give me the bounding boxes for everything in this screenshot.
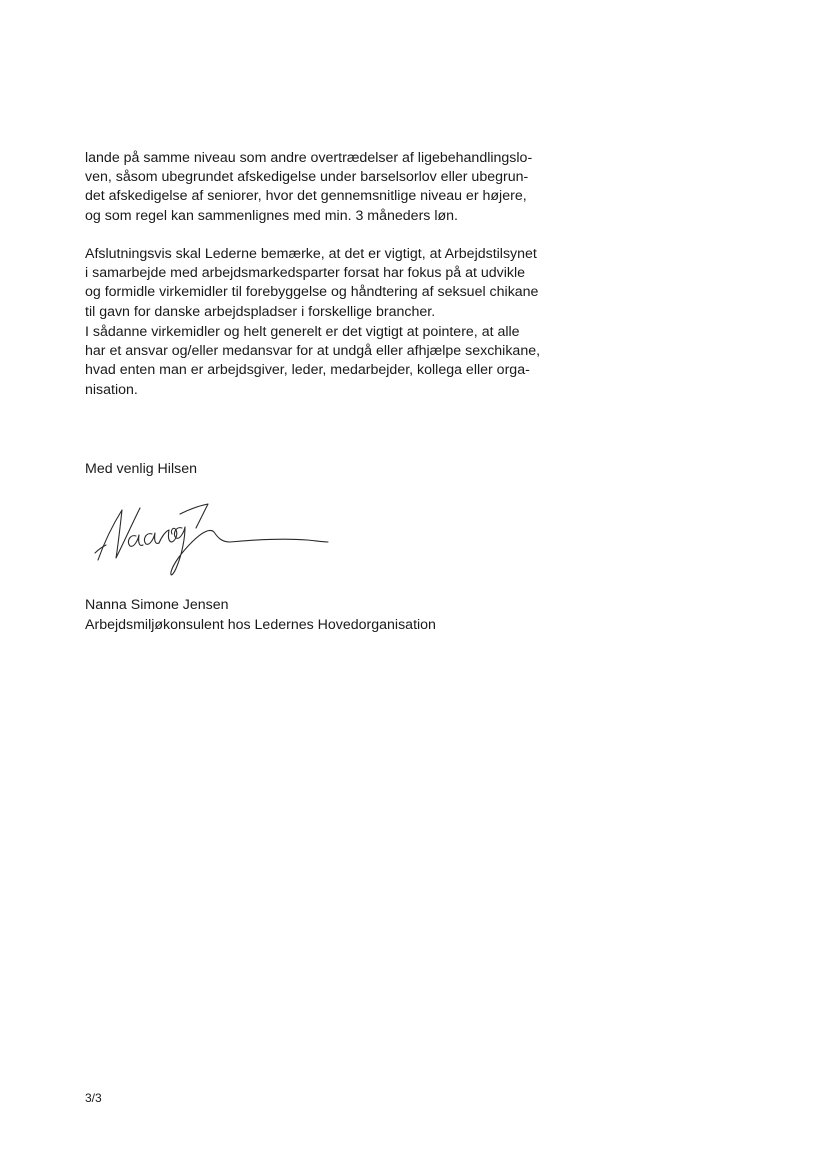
page-number: 3/3 — [85, 1091, 102, 1105]
handwritten-signature — [92, 498, 337, 583]
body-paragraph-2: Afslutningsvis skal Lederne bemærke, at det er vigtigt, at Arbejdstilsynet i samarbejde med arbejdsmarkedsparter forsat har fokus på at udvikle og formidle virkemidler til forebyggelse og håndtering af seksuel chikane til gavn for danske arbejdspladser i forskellige brancher. — [85, 246, 539, 320]
signatory-title: Arbejdsmiljøkonsulent hos Ledernes Hovedorganisation — [85, 617, 436, 633]
closing-greeting: Med venlig Hilsen — [85, 461, 197, 477]
body-paragraph-3: I sådanne virkemidler og helt generelt er det vigtigt at pointere, at alle har et ansvar og/eller medansvar for at undgå eller afhjælpe sexchikane, hvad enten man er arbejdsgiver, leder, medarbejder, kollega eller orga- nisation. — [85, 324, 541, 398]
body-paragraph-1: lande på samme niveau som andre overtrædelser af ligebehandlingslo- ven, såsom ubegrundet afskedigelse under barselsorlov eller ubegrun- det afskedigelse af seniorer, hvor det gennemsnitlige niveau er højere, og som regel kan sammenlignes med min. 3 måneders løn. — [85, 150, 533, 224]
signatory-name: Nanna Simone Jensen — [85, 597, 229, 613]
